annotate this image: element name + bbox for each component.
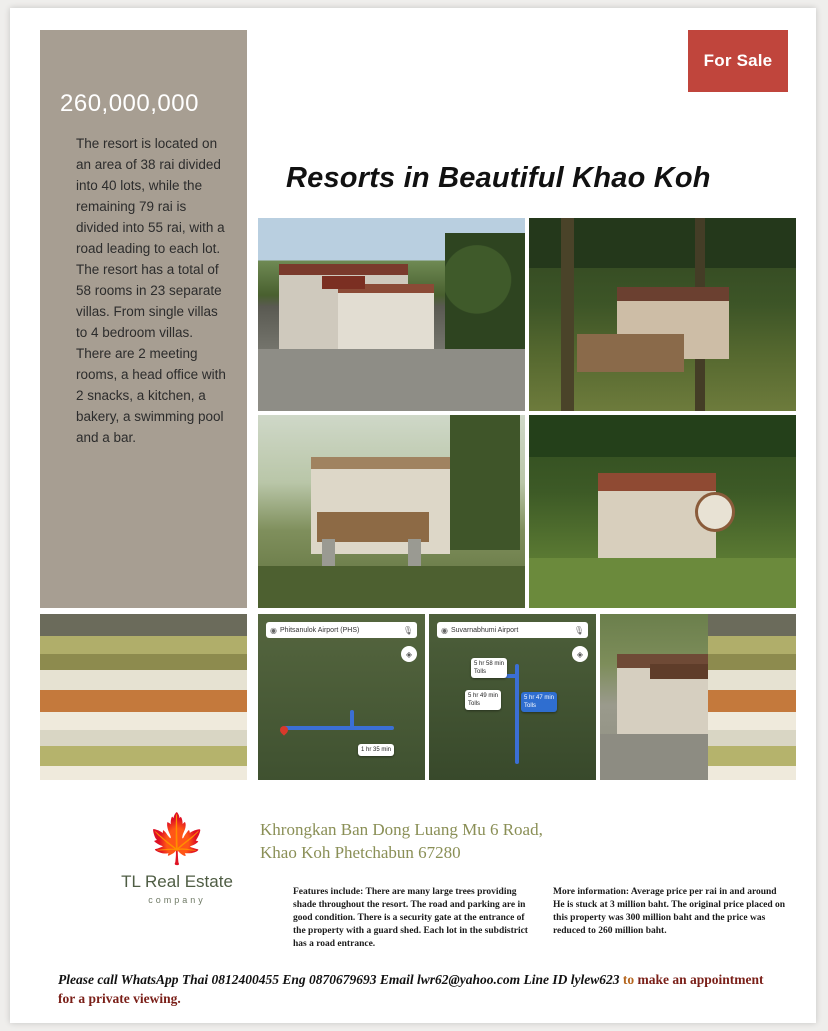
map-duration-bubble-3 [521,692,557,712]
photo-trees [445,233,525,349]
photo-forest-house [529,218,796,411]
photo-tree-trunk [561,218,574,411]
cta-email-text: Email lwr62@yahoo.com Line ID lylew623 [379,972,620,987]
features-paragraph: Features include: There are many large trees providing shade throughout the resort. The road and parking are in good condition. There is a security gate at the entrance of the property with a guard shed. Each lot in the subdistrict has a road entrance. [293,887,528,949]
address-line-2: Khao Koh Phetchabun 67280 [260,843,461,862]
more-information-paragraph: More information: Average price per rai in and around He is stuck at 3 million baht. The original price placed on this property was 300 million baht and the price was reduced to 260 million baht. [553,887,786,936]
photo-road [258,349,525,411]
photo-cabin [529,415,796,608]
map-route-line [515,664,519,764]
property-address [260,818,680,864]
photo-clock [695,492,735,532]
map-layers-button[interactable]: ◈ [572,646,588,662]
cta-appointment-text: make an appointment for a private viewing. [58,972,764,1006]
color-stripes-right [708,614,796,780]
map-layers-button[interactable]: ◈ [401,646,417,662]
map-search-field[interactable] [437,622,588,638]
flyer-page [10,8,816,1023]
company-subtitle: company [148,895,206,905]
photo-big-tree [450,415,519,550]
color-stripes-left [40,614,247,780]
map-duration-bubble-1 [471,658,507,678]
map-duration-bubble-2 [465,690,501,710]
price-text: 260,000,000 [60,90,199,117]
map-route-line [284,726,394,730]
address-line-1: Khrongkan Ban Dong Luang Mu 6 Road, [260,820,543,839]
location-pin-icon: ◉ [270,625,277,635]
maple-leaf-icon: 🍁 [147,813,207,866]
map-duration-bubble: 1 hr 35 min [358,744,394,756]
duration-text: 5 hr 47 min [524,695,555,701]
tolls-text: Tolls [474,669,487,675]
photo-grass [529,558,796,608]
microphone-icon[interactable]: 🎙 [573,625,584,635]
duration-text: 5 hr 49 min [468,693,499,699]
photo-leaves [529,415,796,457]
photo-sign [322,276,365,290]
tolls-text: Tolls [524,703,537,709]
cta-connector-text: to [619,972,638,987]
contact-call-to-action [58,970,778,1008]
maps-and-stripes-row [40,614,796,780]
map-label-text: Suvarnabhumi Airport [450,626,519,634]
photo-building-secondary [338,284,434,359]
page-title: Resorts in Beautiful Khao Koh [286,162,711,194]
photo-shrubs [258,566,525,608]
map-suvarnabhumi[interactable] [429,614,596,780]
photo-villa-balcony [258,415,525,608]
microphone-icon[interactable]: 🎙 [402,625,413,635]
tolls-text: Tolls [468,701,481,707]
map-phitsanulok[interactable] [258,614,425,780]
for-sale-label: For Sale [703,51,773,70]
company-logo [102,814,252,905]
cta-phone-text: Please call WhatsApp Thai 0812400455 Eng 0870679693 [58,972,380,987]
company-name: TL Real Estate [121,872,233,891]
for-sale-badge [688,30,788,92]
map-label-text: Phitsanulok Airport (PHS) [279,626,360,634]
property-description: The resort is located on an area of 38 rai divided into 40 lots, while the remaining 79 rai is divided into 55 rai, with a road leading to each lot. The resort has a total of 58 rooms in 23 separate villas. From single villas to 4 bedroom villas. There are 2 meeting rooms, a head office with 2 snacks, a kitchen, a bakery, a swimming pool and a bar. [76,136,226,445]
map-route-line [350,710,354,730]
photo-deck [577,334,684,373]
photo-collage [258,218,796,608]
photo-resort-building [258,218,525,411]
map-search-field[interactable] [266,622,417,638]
duration-text: 5 hr 58 min [474,661,505,667]
location-pin-icon: ◉ [441,625,448,635]
